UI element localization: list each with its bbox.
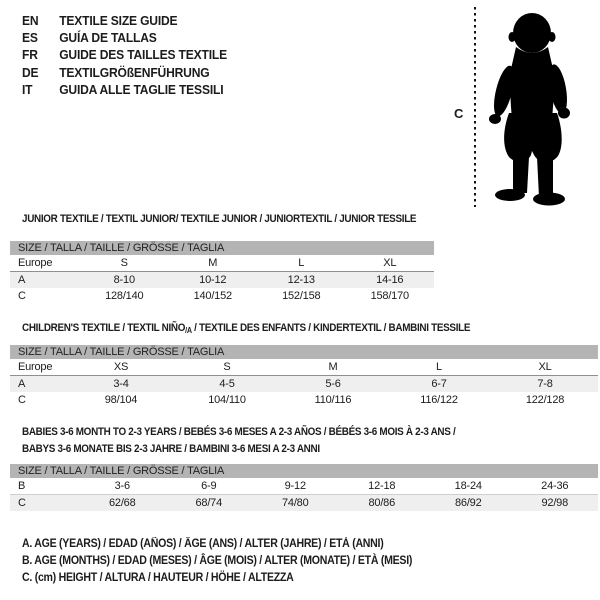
size-cell: 12-13 xyxy=(287,274,315,286)
size-cell: S xyxy=(223,361,231,373)
height-dashed-line xyxy=(473,7,477,207)
size-cell: XL xyxy=(383,257,397,269)
language-row-es xyxy=(22,29,227,46)
size-cell: L xyxy=(436,361,442,373)
size-cell: 152/158 xyxy=(282,290,321,302)
size-cell: 8-10 xyxy=(113,274,135,286)
babies-title-line2: BABYS 3-6 MONATE BIS 2-3 JAHRE / BAMBINI 3-6 MESI A 2-3 ANNI xyxy=(22,443,320,455)
babies-size-table xyxy=(10,464,598,511)
size-cell: 3-4 xyxy=(113,378,129,390)
size-cell: 80/86 xyxy=(368,497,396,509)
language-row-it xyxy=(22,81,227,98)
children-size-table xyxy=(10,345,598,408)
size-cell: M xyxy=(208,257,218,269)
size-cell: 116/122 xyxy=(420,394,458,406)
language-text: TEXTILGRÖßENFÜHRUNG xyxy=(59,64,210,80)
figure-height-label: C xyxy=(454,106,464,121)
size-cell: 14-16 xyxy=(376,274,404,286)
language-list xyxy=(22,12,227,98)
language-code: IT xyxy=(22,81,33,97)
size-cell: 9-12 xyxy=(284,480,306,492)
children-title-post: / TEXTILE DES ENFANTS / KINDERTEXTIL / BAMBINI TESSILE xyxy=(191,322,471,334)
language-text: GUÍA DE TALLAS xyxy=(59,30,157,46)
size-cell: 62/68 xyxy=(108,497,136,509)
table-row xyxy=(10,255,434,271)
size-cell: 4-5 xyxy=(219,378,235,390)
language-code: EN xyxy=(22,13,39,28)
language-text: TEXTILE SIZE GUIDE xyxy=(59,13,178,28)
note-a: A. AGE (YEARS) / EDAD (AÑOS) / ÂGE (ANS) / ALTER (JAHRE) / ETÀ (ANNI) xyxy=(22,538,384,550)
size-cell: 122/128 xyxy=(525,394,565,406)
size-header-bar: SIZE / TALLA / TAILLE / GRÖSSE / TAGLIA xyxy=(10,241,434,255)
size-header-bar: SIZE / TALLA / TAILLE / GRÖSSE / TAGLIA xyxy=(10,345,598,359)
junior-table-title: JUNIOR TEXTILE / TEXTIL JUNIOR/ TEXTILE JUNIOR / JUNIORTEXTIL / JUNIOR TESSILE xyxy=(22,213,417,225)
table-row xyxy=(10,494,598,511)
size-cell: 98/104 xyxy=(104,394,138,406)
row-label: A xyxy=(18,378,26,390)
table-row xyxy=(10,478,598,494)
size-cell: 110/116 xyxy=(314,394,352,406)
size-cell: 74/80 xyxy=(281,497,309,509)
row-label: B xyxy=(18,480,26,492)
language-row-fr xyxy=(22,46,227,63)
size-cell: 18-24 xyxy=(454,480,482,492)
children-title-sub: /A xyxy=(185,326,192,335)
children-title-pre: CHILDREN'S TEXTILE / TEXTIL NIÑO xyxy=(22,322,186,334)
row-label: Europe xyxy=(18,257,53,269)
size-cell: 7-8 xyxy=(537,378,553,390)
babies-table-title xyxy=(22,424,455,458)
size-cell: M xyxy=(328,361,338,373)
note-c: C. (cm) HEIGHT / ALTURA / HAUTEUR / HÖHE / ALTEZZA xyxy=(22,572,294,584)
size-cell: 12-18 xyxy=(368,480,396,492)
language-row-en xyxy=(22,12,227,29)
babies-title-line1: BABIES 3-6 MONTH TO 2-3 YEARS / BEBÉS 3-6 MESES A 2-3 AÑOS / BÉBÉS 3-6 MOIS À 2-3 ANS / xyxy=(22,426,456,438)
size-cell: 6-7 xyxy=(431,378,447,390)
legend-notes xyxy=(22,536,412,587)
size-cell: XS xyxy=(113,361,129,373)
table-row xyxy=(10,288,434,304)
language-text: GUIDA ALLE TAGLIE TESSILI xyxy=(59,81,224,97)
table-row xyxy=(10,392,598,408)
size-cell: 5-6 xyxy=(325,378,341,390)
table-row xyxy=(10,359,598,375)
language-code: ES xyxy=(22,30,38,46)
language-row-de xyxy=(22,64,227,81)
row-label: C xyxy=(18,394,26,406)
table-row xyxy=(10,271,434,288)
size-cell: 158/170 xyxy=(370,290,409,302)
size-header-bar: SIZE / TALLA / TAILLE / GRÖSSE / TAGLIA xyxy=(10,464,598,478)
size-cell: 104/110 xyxy=(208,394,246,406)
size-cell: XL xyxy=(538,361,552,373)
size-cell: 3-6 xyxy=(114,480,130,492)
language-text: GUIDE DES TAILLES TEXTILE xyxy=(59,47,227,63)
size-cell: 128/140 xyxy=(105,290,144,302)
size-cell: 86/92 xyxy=(454,497,482,509)
language-code: FR xyxy=(22,47,38,63)
children-table-title xyxy=(22,322,470,335)
row-label: C xyxy=(18,497,26,509)
note-b: B. AGE (MONTHS) / EDAD (MESES) / ÂGE (MOIS) / ALTER (MONATE) / ETÀ (MESI) xyxy=(22,555,413,567)
size-cell: 24-36 xyxy=(541,480,569,492)
language-code: DE xyxy=(22,64,39,80)
size-cell: 92/98 xyxy=(541,497,569,509)
size-cell: 10-12 xyxy=(199,274,227,286)
junior-size-table xyxy=(10,241,434,304)
size-cell: L xyxy=(298,257,305,269)
baby-silhouette xyxy=(487,9,575,207)
size-cell: S xyxy=(120,257,128,269)
table-row xyxy=(10,375,598,392)
row-label: Europe xyxy=(18,361,53,373)
size-cell: 6-9 xyxy=(201,480,217,492)
size-cell: 68/74 xyxy=(195,497,223,509)
size-cell: 140/152 xyxy=(193,290,232,302)
row-label: C xyxy=(18,290,26,302)
row-label: A xyxy=(18,274,26,286)
